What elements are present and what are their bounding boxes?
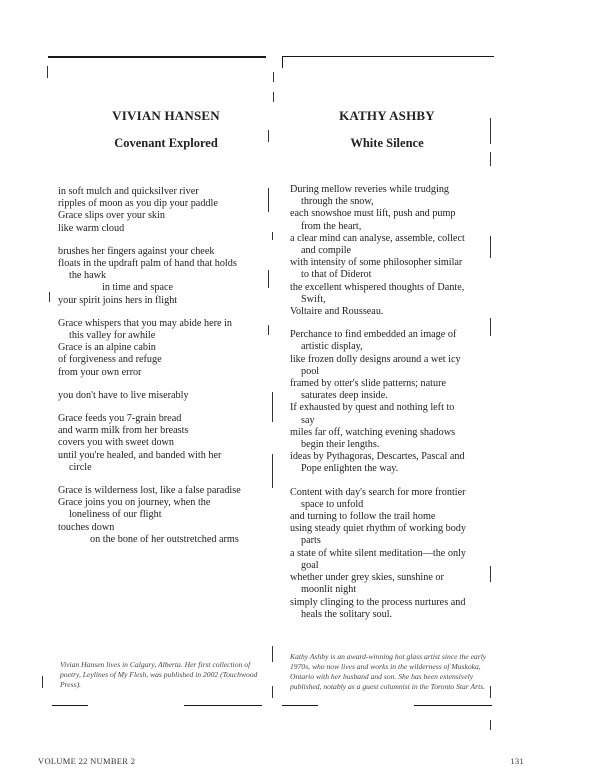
poem-line: parts	[301, 535, 321, 547]
top-rule-right-step	[282, 56, 283, 68]
margin-mark	[490, 720, 491, 730]
bottom-rule-right	[282, 705, 318, 706]
poem-line: moonlit night	[301, 584, 357, 596]
margin-mark	[49, 292, 50, 302]
poem-line: ideas by Pythagoras, Descartes, Pascal and	[290, 451, 465, 463]
margin-mark	[490, 152, 491, 166]
poem-line: ripples of moon as you dip your paddle	[58, 198, 218, 210]
poem-line: heals the solitary soul.	[301, 608, 393, 620]
poem-line: Pope enlighten the way.	[301, 463, 399, 475]
poem-line: circle	[69, 461, 92, 473]
poem-line: on the bone of her outstretched arms	[90, 533, 239, 545]
poem-line: with intensity of some philosopher similar	[290, 257, 463, 269]
margin-mark	[42, 676, 43, 688]
poem-line: artistic display,	[301, 341, 363, 353]
poem-line: space to unfold	[301, 498, 364, 510]
left-author-name: VIVIAN HANSEN	[112, 108, 220, 123]
margin-mark	[490, 318, 491, 336]
poem-line: saturates deep inside.	[301, 390, 388, 402]
poem-line: the excellent whispered thoughts of Dante,	[290, 281, 465, 293]
poem-line: a state of white silent meditation—the only	[290, 547, 466, 559]
poem-line: touches down	[58, 521, 115, 533]
poem-line: floats in the updraft palm of hand that holds	[58, 258, 237, 270]
poem-line: and compile	[301, 245, 352, 257]
poem-line: of forgiveness and refuge	[58, 354, 162, 366]
left-poem-title: Covenant Explored	[114, 136, 218, 150]
top-rule-left	[48, 56, 266, 58]
poem-line: like frozen dolly designs around a wet icy	[290, 353, 461, 365]
poem-line: a clear mind can analyse, assemble, collect	[290, 232, 465, 244]
poem-line: using steady quiet rhythm of working body	[290, 523, 466, 535]
poem-line: the hawk	[69, 270, 107, 282]
stanza-break	[290, 318, 490, 329]
poem-line: from the heart,	[301, 220, 362, 232]
poem-line: Content with day's search for more frontier	[290, 486, 466, 498]
poem-line: loneliness of our flight	[69, 509, 162, 521]
poem-line: and turning to follow the trail home	[290, 511, 436, 523]
margin-mark	[272, 392, 273, 422]
right-author-name: KATHY ASHBY	[339, 108, 435, 123]
margin-mark	[490, 236, 491, 258]
column-divider	[273, 72, 274, 82]
margin-mark	[272, 232, 273, 240]
margin-mark	[490, 118, 491, 144]
bottom-rule-right2	[414, 705, 492, 706]
poem-line: and warm milk from her breasts	[58, 425, 189, 437]
margin-mark	[490, 566, 491, 582]
stanza-break	[58, 379, 270, 390]
poem-line: Grace slips over your skin	[58, 210, 165, 222]
poem-line: covers you with sweet down	[58, 437, 175, 449]
poem-line: say	[301, 414, 315, 426]
poem-line: until you're healed, and banded with her	[58, 449, 222, 461]
stanza-break	[58, 307, 270, 318]
poem-line: Voltaire and Rousseau.	[290, 306, 384, 318]
stanza-break	[58, 474, 270, 485]
margin-mark	[272, 646, 273, 662]
poem-line: whether under grey skies, sunshine or	[290, 572, 444, 584]
poem-line: you don't have to live miserably	[58, 389, 189, 401]
poem-line: goal	[301, 559, 319, 571]
right-poem-title: White Silence	[350, 136, 424, 150]
poem-line: each snowshoe must lift, push and pump	[290, 208, 456, 220]
poem-line: Grace whispers that you may abide here in	[58, 317, 232, 329]
poem-line: to that of Diderot	[301, 269, 372, 281]
poem-line: through the snow,	[301, 196, 374, 208]
stanza-break	[290, 476, 490, 487]
poem-line: begin their lengths.	[301, 439, 380, 451]
margin-mark	[273, 92, 274, 102]
poem-line: from your own error	[58, 366, 142, 378]
poem-line: your spirit joins hers in flight	[58, 294, 178, 306]
bottom-rule-left	[52, 705, 88, 706]
poem-line: brushes her fingers against your cheek	[58, 245, 215, 257]
bottom-rule-mid	[184, 705, 262, 706]
poem-line: Grace is wilderness lost, like a false paradise	[58, 485, 241, 497]
margin-mark	[272, 686, 273, 698]
top-rule-right	[282, 56, 494, 57]
poem-line: Grace feeds you 7-grain bread	[58, 413, 182, 425]
poem-line: Perchance to find embedded an image of	[290, 329, 457, 341]
left-author-bio: Vivian Hansen lives in Calgary, Alberta. Her first collection of poetry, Leylines of My Flesh, was published in 2002 (Touchwood Press).	[60, 660, 258, 689]
page-number: 131	[510, 756, 524, 766]
poem-line: Grace joins you on journey, when the	[58, 497, 211, 509]
poem-line: During mellow reveries while trudging	[290, 184, 450, 195]
right-poem-body	[290, 184, 490, 621]
poem-line: miles far off, watching evening shadows	[290, 426, 456, 438]
poem-line: framed by otter's slide patterns; nature	[290, 378, 447, 390]
poem-line: Grace is an alpine cabin	[58, 342, 156, 354]
margin-mark	[47, 66, 48, 78]
poem-line: pool	[301, 365, 320, 377]
poem-line: in time and space	[102, 282, 174, 294]
poem-line: If exhausted by quest and nothing left to	[290, 402, 455, 414]
poem-line: this valley for awhile	[69, 330, 156, 342]
left-poem-body	[58, 186, 270, 546]
stanza-break	[58, 235, 270, 246]
margin-mark	[272, 454, 273, 488]
poem-line: in soft mulch and quicksilver river	[58, 186, 199, 197]
footer-volume: VOLUME 22 NUMBER 2	[38, 756, 136, 766]
poem-line: simply clinging to the process nurtures and	[290, 596, 466, 608]
stanza-break	[58, 402, 270, 413]
poem-line: like warm cloud	[58, 222, 125, 234]
right-author-bio: Kathy Ashby is an award-winning hot glass artist since the early 1970s, who now lives and works in the wilderness of Muskoka, Ontario with her husband and son. She has been extensively published, notably as a guest columnist in the Toronto Star Arts.	[290, 652, 487, 691]
poem-line: Swift,	[301, 293, 326, 305]
